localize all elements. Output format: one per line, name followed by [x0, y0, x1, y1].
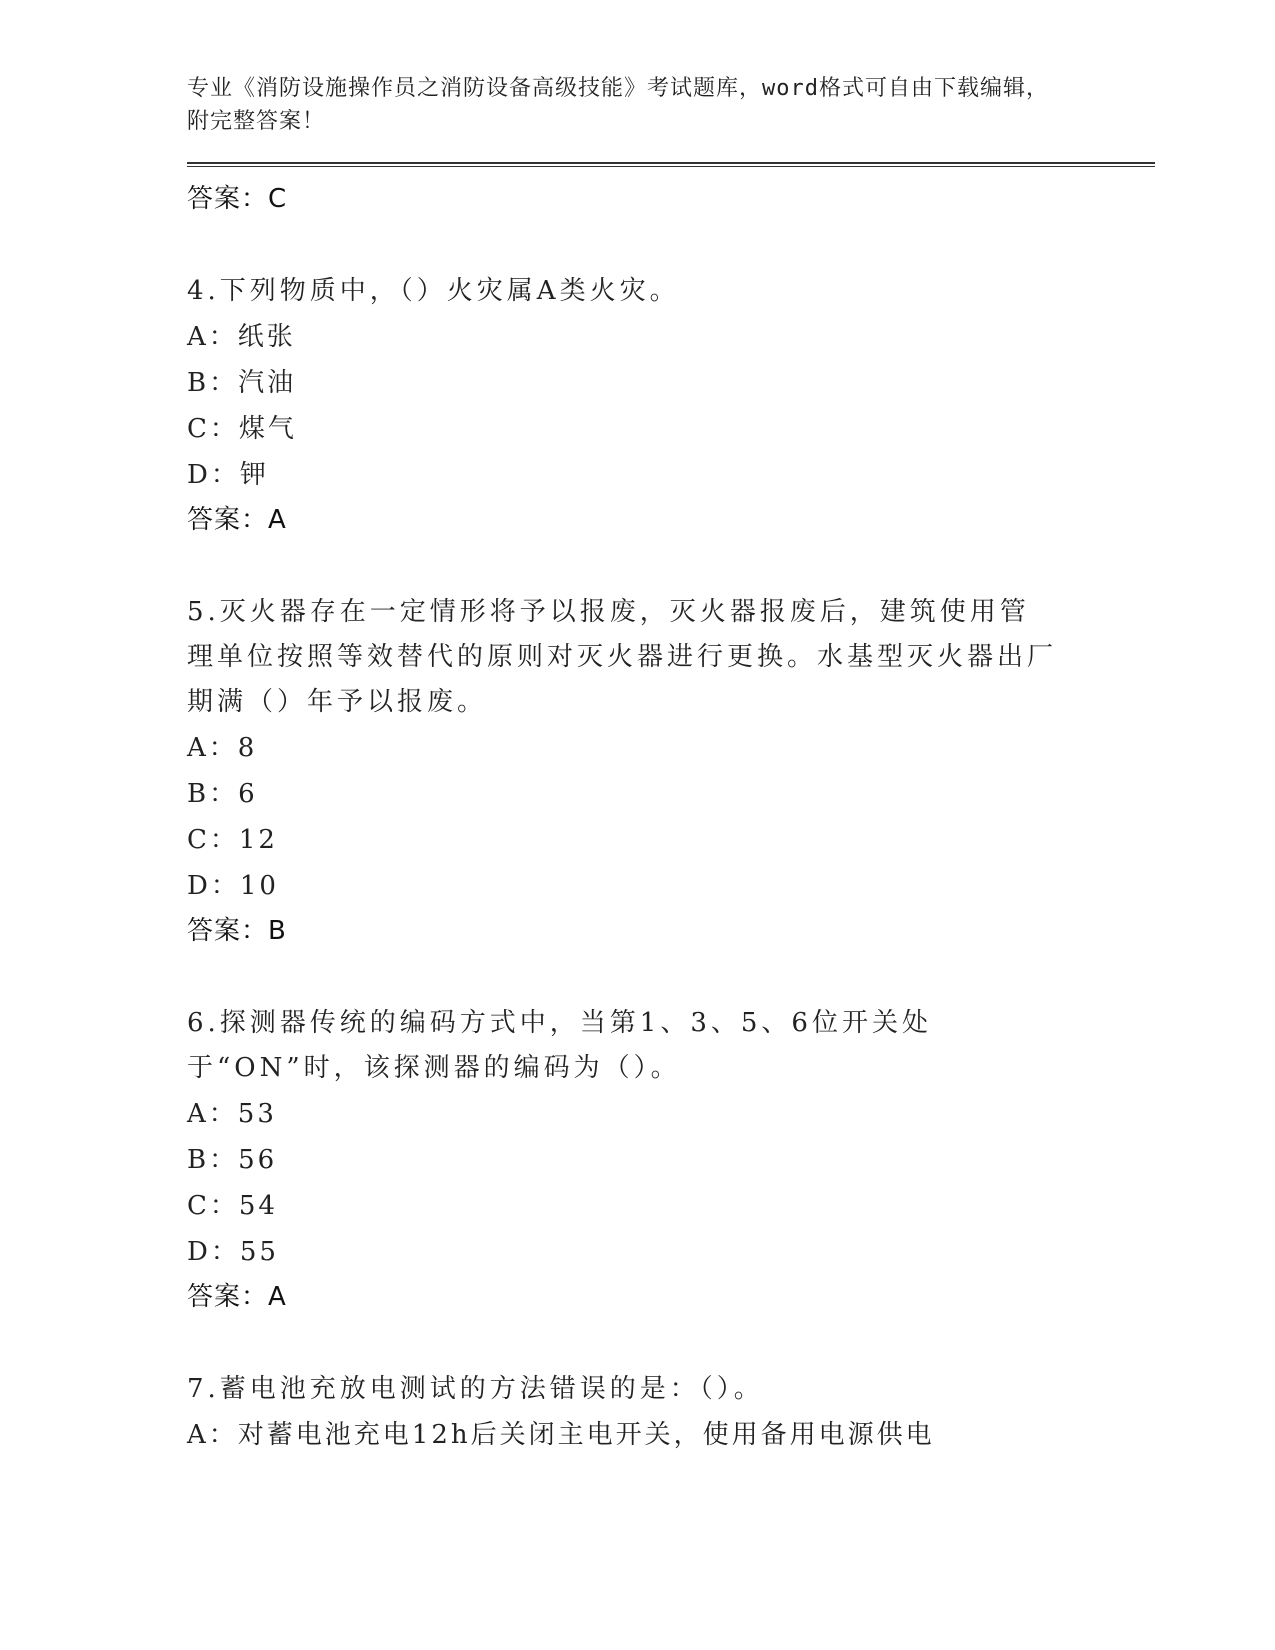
- header-divider: [187, 162, 1155, 167]
- option-c: C：煤气: [187, 414, 297, 444]
- option-d: D：55: [187, 1237, 279, 1267]
- document-page: [187, 72, 1155, 1458]
- question-5: [187, 590, 1155, 954]
- question-stem: 5.灭火器存在一定情形将予以报废，灭火器报废后，建筑使用管理单位按照等效替代的原则对灭火器进行更换。水基型灭火器出厂期满（）年予以报废。: [187, 597, 1058, 717]
- option-c: C：12: [187, 825, 278, 855]
- document-header: 专业《消防设施操作员之消防设备高级技能》考试题库，word格式可自由下载编辑，附完整答案！: [187, 76, 1049, 134]
- option-a: A：53: [187, 1099, 277, 1129]
- option-b: B：汽油: [187, 368, 297, 398]
- option-d: D：钾: [187, 460, 269, 490]
- answer-line: 答案：A: [187, 1282, 287, 1312]
- question-stem: 6.探测器传统的编码方式中，当第1、3、5、6位开关处于“ON”时，该探测器的编码为（）。: [187, 1008, 932, 1083]
- option-a: A：对蓄电池充电12h后关闭主电开关，使用备用电源供电: [187, 1420, 935, 1450]
- answer-line: 答案：B: [187, 916, 287, 946]
- question-7: [187, 1367, 1155, 1458]
- question-4: [187, 269, 1155, 543]
- question-stem: 4.下列物质中，（）火灾属A类火灾。: [187, 276, 680, 306]
- option-a: A：8: [187, 733, 258, 763]
- option-a: A：纸张: [187, 322, 296, 352]
- option-b: B：6: [187, 779, 258, 809]
- answer-line: 答案：C: [187, 184, 288, 214]
- option-d: D：10: [187, 871, 279, 901]
- question-stem: 7.蓄电池充放电测试的方法错误的是：（）。: [187, 1374, 764, 1404]
- answer-line: 答案：A: [187, 505, 287, 535]
- option-b: B：56: [187, 1145, 278, 1175]
- option-c: C：54: [187, 1191, 278, 1221]
- question-6: [187, 1001, 1155, 1320]
